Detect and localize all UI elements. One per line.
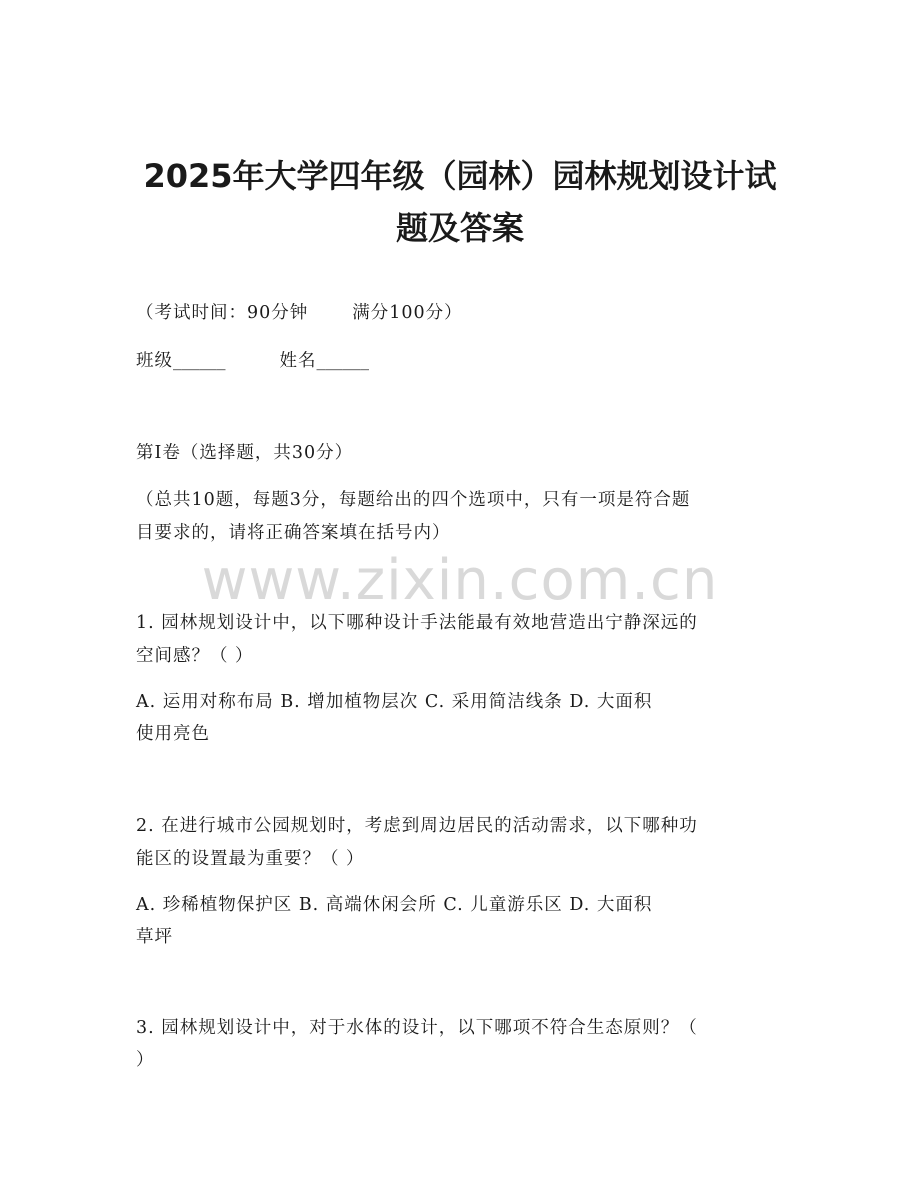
- question-1-options-line-2: 使用亮色: [136, 724, 210, 744]
- question-3-stem-line-1: 3. 园林规划设计中，对于水体的设计，以下哪项不符合生态原则？（: [136, 1018, 698, 1038]
- document-title: [110, 150, 810, 254]
- watermark: www.zixin.com.cn: [201, 548, 719, 613]
- exam-time: （考试时间：90分钟: [136, 303, 309, 323]
- exam-info: [136, 297, 786, 330]
- question-3-stem-line-2: ）: [136, 1050, 155, 1070]
- question-2-options-line-1: A. 珍稀植物保护区 B. 高端休闲会所 C. 儿童游乐区 D. 大面积: [136, 895, 653, 915]
- question-1-stem-line-2: 空间感？（ ）: [136, 646, 254, 666]
- question-2-stem-line-1: 2. 在进行城市公园规划时，考虑到周边居民的活动需求，以下哪种功: [136, 816, 698, 836]
- exam-score: 满分100分）: [352, 303, 463, 323]
- question-1-options-line-1: A. 运用对称布局 B. 增加植物层次 C. 采用简洁线条 D. 大面积: [136, 692, 653, 712]
- section-instruction-line-2: 目要求的，请将正确答案填在括号内）: [136, 523, 451, 543]
- name-label: 姓名: [279, 351, 317, 371]
- question-1-stem-line-1: 1. 园林规划设计中，以下哪种设计手法能最有效地营造出宁静深远的: [136, 613, 698, 633]
- student-fields: [136, 345, 786, 378]
- title-line-2: 题及答案: [395, 209, 524, 247]
- question-2-options-line-2: 草坪: [136, 927, 173, 947]
- class-blank: ______: [173, 351, 226, 371]
- title-line-1: 2025年大学四年级（园林）园林规划设计试: [143, 157, 777, 195]
- section-instruction-line-1: （总共10题，每题3分，每题给出的四个选项中，只有一项是符合题: [136, 490, 691, 510]
- section-heading: 第I卷（选择题，共30分）: [136, 443, 354, 463]
- name-blank: ______: [316, 351, 369, 371]
- question-2-stem-line-2: 能区的设置最为重要？（ ）: [136, 849, 365, 869]
- class-label: 班级: [136, 351, 173, 371]
